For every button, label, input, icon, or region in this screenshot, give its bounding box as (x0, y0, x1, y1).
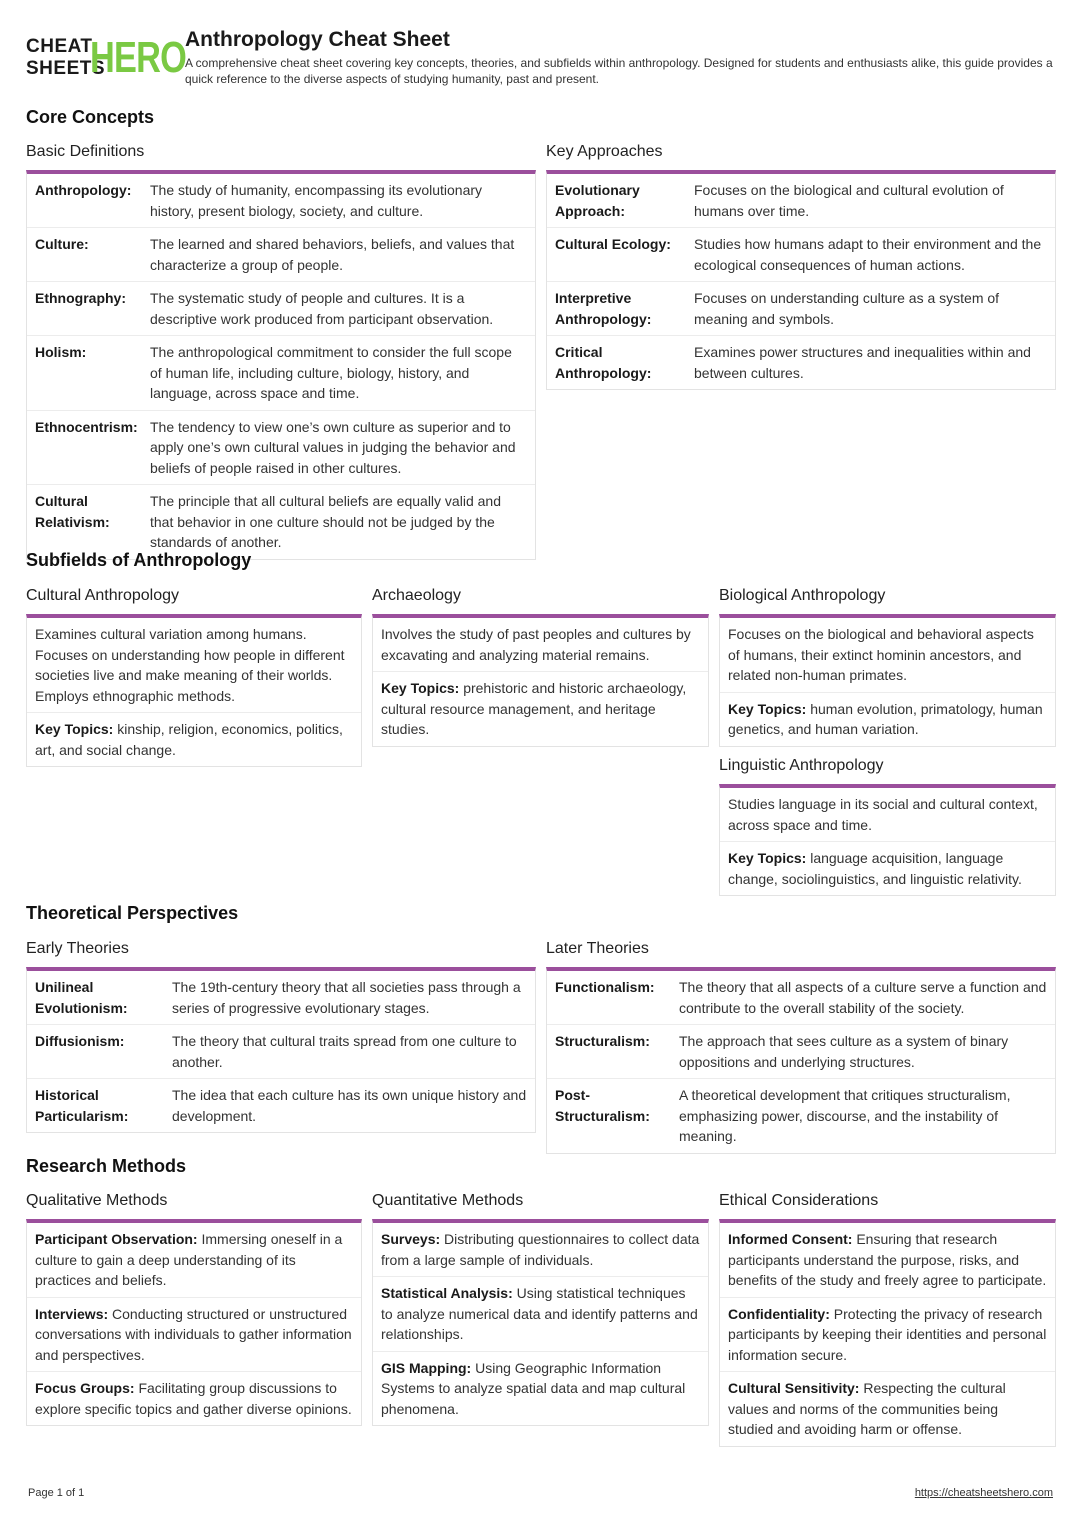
term: Ethnocentrism: (35, 418, 138, 435)
card-qualitative-methods (26, 1191, 362, 1426)
section-core-concepts: Core Concepts (26, 107, 155, 127)
key-topics: Key Topics: kinship, religion, economics, politics, art, and social change. (35, 721, 343, 758)
definition: The principle that all cultural beliefs are equally valid and that behavior in one culture should not be judged by the standards of another. (150, 493, 501, 550)
card-title: Archaeology (372, 587, 461, 604)
definition-row (547, 174, 1055, 228)
definition-row (547, 282, 1055, 336)
card-title: Quantitative Methods (372, 1192, 524, 1209)
card-key-approaches (546, 142, 1056, 390)
definition-table (26, 967, 536, 1133)
logo[interactable] (26, 33, 187, 82)
card-title: Basic Definitions (26, 143, 145, 160)
card-title: Ethical Considerations (719, 1192, 879, 1209)
term: Culture: (35, 236, 89, 252)
definition: The tendency to view one’s own culture as superior and to apply one’s own cultural values in judging the behavior and beliefs of people raised in other cultures. (150, 418, 516, 476)
definition: A theoretical development that critiques structuralism, emphasizing power, discourse, and the instability of meaning. (679, 1087, 1011, 1144)
definition-row (27, 336, 535, 411)
method-description: Facilitating group discussions to explore specific topics and gather diverse opinions. (35, 1380, 352, 1417)
term: Unilineal Evolutionism: (35, 979, 128, 1016)
method-item (27, 1372, 361, 1425)
method-list (26, 1219, 362, 1426)
key-topics: Key Topics: prehistoric and historic archaeology, cultural resource management, and heritage studies. (381, 680, 687, 737)
method-term: Interviews: (35, 1305, 109, 1322)
definition: The systematic study of people and cultures. It is a descriptive work produced from participant observation. (150, 290, 494, 327)
definition-row (27, 411, 535, 486)
definition-row (27, 1025, 535, 1079)
card-cultural-anthropology (26, 586, 362, 767)
method-item (720, 1298, 1055, 1373)
method-term: Cultural Sensitivity: (728, 1380, 860, 1396)
key-topics: Key Topics: language acquisition, language change, sociolinguistics, and linguistic relativity. (728, 850, 1022, 887)
term: Structuralism: (555, 1033, 650, 1049)
term: Post-Structuralism: (555, 1087, 650, 1124)
page-header (26, 28, 1056, 90)
definition: The theory that cultural traits spread from one culture to another. (172, 1033, 517, 1070)
term: Diffusionism: (35, 1033, 125, 1049)
description: Examines cultural variation among humans. Focuses on understanding how people in different societies live and make meaning of their worlds. Employs ethnographic methods. (27, 618, 361, 713)
definition-table (26, 170, 536, 560)
method-description: Using Geographic Information Systems to analyze spatial data and map cultural phenomena. (381, 1359, 686, 1417)
definition-row (27, 174, 535, 228)
definition: The anthropological commitment to consider the full scope of human life, including culture, biology, history, and language, across space and time. (150, 344, 512, 401)
method-item (27, 1223, 361, 1298)
card-biological-anthropology (719, 586, 1056, 747)
definition: The learned and shared behaviors, beliefs, and values that characterize a group of people. (150, 236, 515, 273)
definition: Focuses on understanding culture as a system of meaning and symbols. (694, 290, 1000, 327)
method-description: Protecting the privacy of research participants by keeping their identities and personal information secure. (728, 1305, 1047, 1363)
description: Involves the study of past peoples and cultures by excavating and analyzing material remains. (373, 618, 708, 672)
method-item (720, 1372, 1055, 1446)
card-archaeology (372, 586, 709, 747)
definition: The approach that sees culture as a system of binary oppositions and underlying structures. (679, 1033, 1009, 1070)
method-list (372, 1219, 709, 1426)
term: Historical Particularism: (35, 1087, 129, 1124)
card-title: Qualitative Methods (26, 1192, 168, 1209)
definition: Focuses on the biological and cultural evolution of humans over time. (694, 182, 1004, 219)
method-description: Respecting the cultural values and norms of the communities being studied and avoiding harm or offense. (728, 1380, 1006, 1437)
description: Focuses on the biological and behavioral aspects of humans, their extinct hominin ancestors, and related non-human primates. (720, 618, 1055, 693)
card-title: Biological Anthropology (719, 587, 886, 604)
description: Studies language in its social and cultural context, across space and time. (720, 788, 1055, 842)
definition-table (546, 967, 1056, 1154)
term: Ethnography: (35, 290, 126, 306)
definition-row (547, 1079, 1055, 1153)
card-later-theories (546, 939, 1056, 1154)
card-linguistic-anthropology (719, 756, 1056, 896)
method-description: Immersing oneself in a culture to gain a deep understanding of its practices and beliefs. (35, 1231, 343, 1288)
definition-row (547, 228, 1055, 282)
term: Holism: (35, 344, 87, 360)
method-item (373, 1277, 708, 1352)
method-term: Statistical Analysis: (381, 1285, 513, 1301)
definition: The idea that each culture has its own unique history and development. (172, 1087, 527, 1124)
definition-row (547, 1025, 1055, 1079)
definition-table (546, 170, 1056, 390)
card-quantitative-methods (372, 1191, 709, 1426)
definition-row (27, 485, 535, 559)
definition: The study of humanity, encompassing its evolutionary history, present biology, society, and culture. (150, 182, 483, 219)
method-description: Using statistical techniques to analyze numerical data and identify patterns and relationships. (381, 1285, 698, 1342)
term: Cultural Ecology: (555, 236, 671, 252)
method-item (720, 1223, 1055, 1298)
method-term: Surveys: (381, 1231, 441, 1247)
logo-text: CHEAT SHEETS (26, 36, 106, 79)
term: Critical Anthropology: (555, 344, 652, 381)
term: Cultural Relativism: (35, 493, 110, 530)
page-title: Anthropology Cheat Sheet (185, 28, 450, 51)
method-term: Informed Consent: (728, 1231, 853, 1247)
definition-row (27, 971, 535, 1025)
card-title: Linguistic Anthropology (719, 757, 884, 774)
card-basic-definitions (26, 142, 536, 560)
footer-link[interactable]: https://cheatsheetshero.com (914, 1487, 1053, 1499)
definition-row (27, 1079, 535, 1132)
term: Evolutionary Approach: (555, 182, 640, 219)
section-research-methods: Research Methods (26, 1156, 187, 1176)
term: Anthropology: (35, 182, 132, 198)
definition: The 19th-century theory that all societies pass through a series of progressive evolutionary stages. (172, 979, 521, 1016)
page-subtitle: A comprehensive cheat sheet covering key concepts, theories, and subfields within anthropology. Designed for students and enthusiasts alike, this guide provides a quick reference to the diverse aspects of studying humanity, past and present. (185, 56, 1053, 86)
method-term: GIS Mapping: (381, 1359, 472, 1376)
method-item (27, 1298, 361, 1373)
card-title: Cultural Anthropology (26, 587, 179, 604)
definition-row (27, 228, 535, 282)
definition: Examines power structures and inequalities within and between cultures. (694, 344, 1031, 381)
term: Interpretive Anthropology: (555, 290, 652, 327)
definition: Studies how humans adapt to their environment and the ecological consequences of human actions. (694, 236, 1042, 273)
method-description: Ensuring that research participants understand the purpose, risks, and benefits of the study and freely agree to participate. (728, 1231, 1047, 1288)
card-title: Key Approaches (546, 143, 663, 160)
key-topics: Key Topics: human evolution, primatology, human genetics, and human variation. (728, 700, 1043, 737)
term: Functionalism: (555, 979, 655, 995)
card-title: Later Theories (546, 940, 649, 957)
card-title: Early Theories (26, 940, 129, 957)
definition-row (547, 336, 1055, 389)
section-subfields: Subfields of Anthropology (26, 550, 252, 570)
card-early-theories (26, 939, 536, 1133)
logo-hero: HERO (90, 33, 187, 82)
method-term: Focus Groups: (35, 1380, 135, 1396)
method-list (719, 1219, 1056, 1447)
definition-row (27, 282, 535, 336)
method-term: Participant Observation: (35, 1231, 198, 1247)
method-description: Distributing questionnaires to collect data from a large sample of individuals. (381, 1231, 700, 1268)
page-number: Page 1 of 1 (28, 1487, 85, 1499)
method-item (373, 1352, 708, 1426)
section-theoretical-perspectives: Theoretical Perspectives (26, 903, 239, 923)
method-term: Confidentiality: (728, 1305, 830, 1322)
definition: The theory that all aspects of a culture serve a function and contribute to the overall stability of the society. (679, 979, 1047, 1016)
card-ethical-considerations (719, 1191, 1056, 1447)
method-item (373, 1223, 708, 1277)
definition-row (547, 971, 1055, 1025)
method-description: Conducting structured or unstructured conversations with individuals to gather information and perspectives. (35, 1305, 352, 1363)
